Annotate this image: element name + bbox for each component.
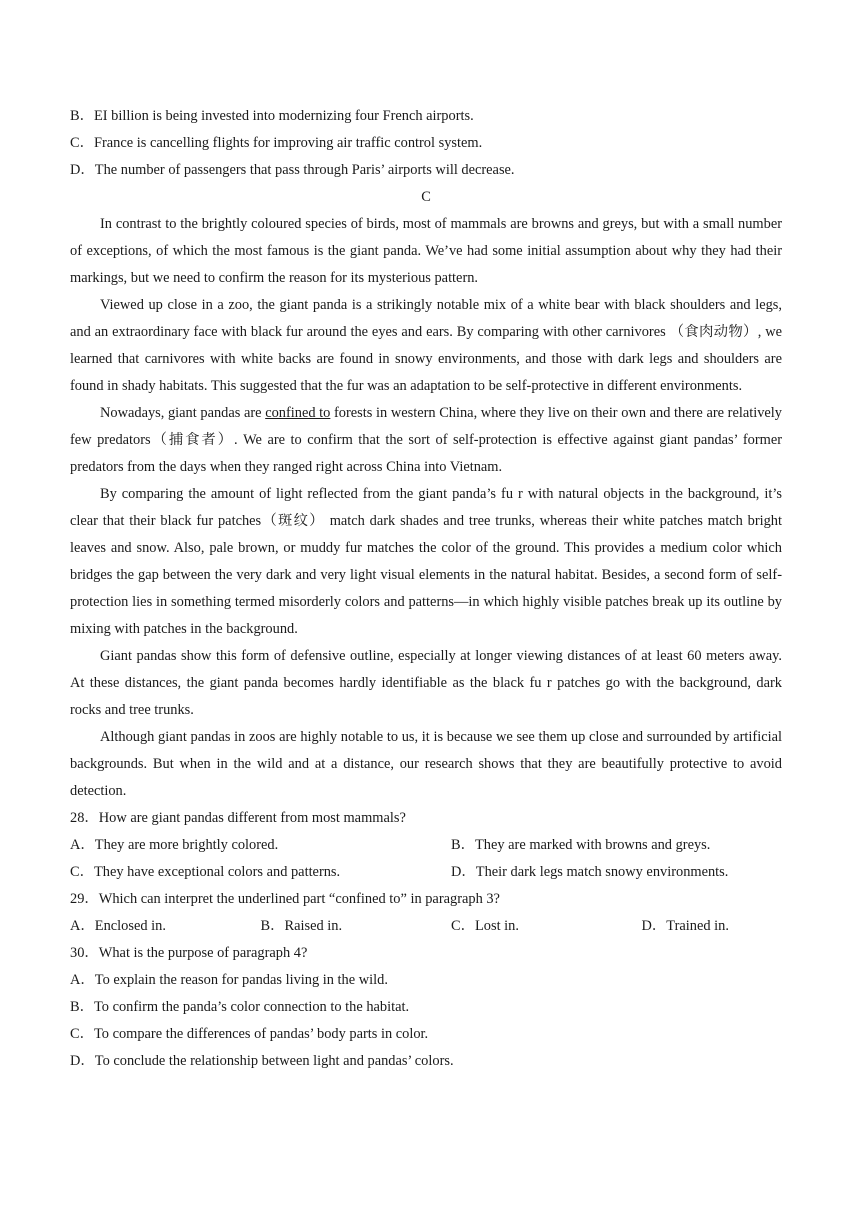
question-30-option-b: B．To confirm the panda’s color connection to the habitat. [70,999,410,1015]
question-29-stem: 29．Which can interpret the underlined part “confined to” in paragraph 3? [70,891,500,907]
question-30-option-d: D．To conclude the relationship between light and pandas’ colors. [70,1053,454,1069]
passage-paragraph-5: Giant pandas show this form of defensive outline, especially at longer viewing distances of at least 60 meters away. At these distances, the giant panda becomes hardly identifiable as the black fu r patches go with the background, dark rocks and tree trunks. [70,648,782,718]
question-28-options-row-1 [70,832,782,859]
question-29-option-c: C．Lost in. [451,918,519,934]
question-30-stem: 30．What is the purpose of paragraph 4? [70,945,308,961]
section-heading: C [421,189,431,205]
question-30-option-a: A．To explain the reason for pandas living in the wild. [70,972,388,988]
question-29-option-d: D．Trained in. [641,918,729,934]
passage-paragraph-3: Nowadays, giant pandas are confined to forests in western China, where they live on their own and there are relatively few predators（捕食者）. We are to confirm that the sort of self-protection is effective against giant pandas’ former predators from the days when they ranged right across China into Vietnam. [70,405,782,475]
question-29-option-b: B．Raised in. [260,918,343,934]
previous-option-d: D．The number of passengers that pass through Paris’ airports will decrease. [70,162,515,178]
question-28-option-d: D．Their dark legs match snowy environments. [451,864,729,880]
question-28-option-b: B．They are marked with browns and greys. [451,837,711,853]
question-28-options-row-2 [70,859,782,886]
passage-paragraph-4: By comparing the amount of light reflected from the giant panda’s fu r with natural objects in the background, it’s clear that their black fur patches（斑纹） match dark shades and tree trunks, whereas their white patches match bright leaves and snow. Also, pale brown, or muddy fur matches the color of the ground. This provides a medium color which bridges the gap between the very dark and very light visual elements in the natural habitat. Besides, a second form of self-protection lies in something termed misorderly colors and patterns—in which highly visible patches break up its outline by mixing with patches in the background. [70,486,782,637]
question-29-options-row [70,913,782,940]
passage-paragraph-1: In contrast to the brightly coloured species of birds, most of mammals are browns and greys, but with a small number of exceptions, of which the most famous is the giant panda. We’ve had some initial assumption about why they had their markings, but we need to confirm the reason for its mysterious pattern. [70,216,782,286]
previous-option-b: B．EI billion is being invested into modernizing four French airports. [70,108,474,124]
question-28-option-a: A．They are more brightly colored. [70,837,279,853]
question-28-option-c: C．They have exceptional colors and patterns. [70,864,341,880]
passage-paragraph-6: Although giant pandas in zoos are highly notable to us, it is because we see them up close and surrounded by artificial backgrounds. But when in the wild and at a distance, our research shows that they are beautifully protective to avoid detection. [70,729,782,799]
previous-option-c: C．France is cancelling flights for improving air traffic control system. [70,135,483,151]
document-page [70,103,782,1075]
question-28-stem: 28．How are giant pandas different from most mammals? [70,810,406,826]
passage-paragraph-2: Viewed up close in a zoo, the giant panda is a strikingly notable mix of a white bear with black shoulders and legs, and an extraordinary face with black fur around the eyes and ears. By comparing with other carnivores （食肉动物）, we learned that carnivores with white backs are found in snowy environments, and those with dark legs and shoulders are found in shady habitats. This suggested that the fur was an adaptation to be self-protective in different environments. [70,297,782,394]
underlined-phrase: confined to [265,405,331,421]
question-29-option-a: A．Enclosed in. [70,918,166,934]
question-30-option-c: C．To compare the differences of pandas’ body parts in color. [70,1026,429,1042]
